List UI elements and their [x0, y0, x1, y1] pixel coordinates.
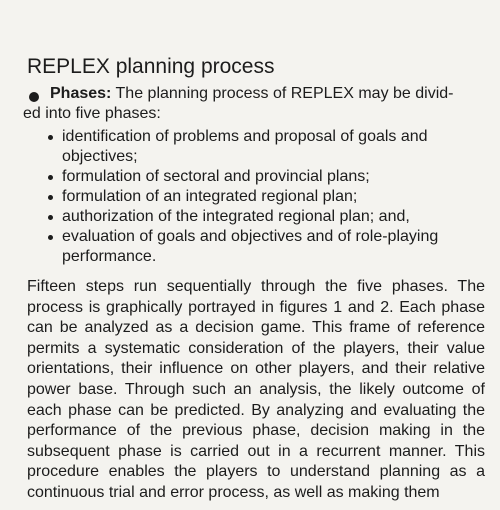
small-bullet-icon	[48, 135, 53, 140]
section-heading: REPLEX planning process	[27, 55, 275, 78]
phases-intro	[23, 84, 486, 124]
phase-list-item	[48, 187, 488, 207]
small-bullet-icon	[48, 195, 53, 200]
phases-intro-text-cont: ed into five phases:	[23, 105, 161, 122]
phase-item-text: evaluation of goals and objectives and of role-playing performance.	[62, 228, 439, 265]
phase-list	[48, 127, 488, 267]
phase-list-item	[48, 127, 488, 167]
phases-intro-text: The planning process of REPLEX may be divid-	[115, 85, 454, 102]
small-bullet-icon	[48, 215, 53, 220]
phase-item-text: formulation of sectoral and provincial plans;	[62, 168, 370, 185]
body-paragraph: Fifteen steps run sequentially through the five phases. The process is graphically portrayed in figures 1 and 2. Each phase can be analyzed as a decision game. This frame of reference permits a systematic consideration of the players, their value orientations, their influence on other players, and their relative power base. Through such an analysis, the likely outcome of each phase can be predicted. By analyzing and evaluating the performance of the previous phase, decision making in the subsequent phase is carried out in a recurrent manner. This procedure enables the players to understand planning as a continuous trial and error process, as well as making them	[27, 278, 485, 501]
phase-item-text: authorization of the integrated regional plan; and,	[62, 208, 410, 225]
phase-list-item	[48, 167, 488, 187]
phase-list-item	[48, 207, 488, 227]
phase-item-text: identification of problems and proposal of goals and objectives;	[62, 128, 428, 165]
phase-list-item	[48, 227, 488, 267]
phases-label: Phases:	[50, 85, 112, 102]
phase-item-text: formulation of an integrated regional plan;	[62, 188, 358, 205]
phases-bullet-icon	[29, 92, 39, 102]
small-bullet-icon	[48, 235, 53, 240]
small-bullet-icon	[48, 175, 53, 180]
